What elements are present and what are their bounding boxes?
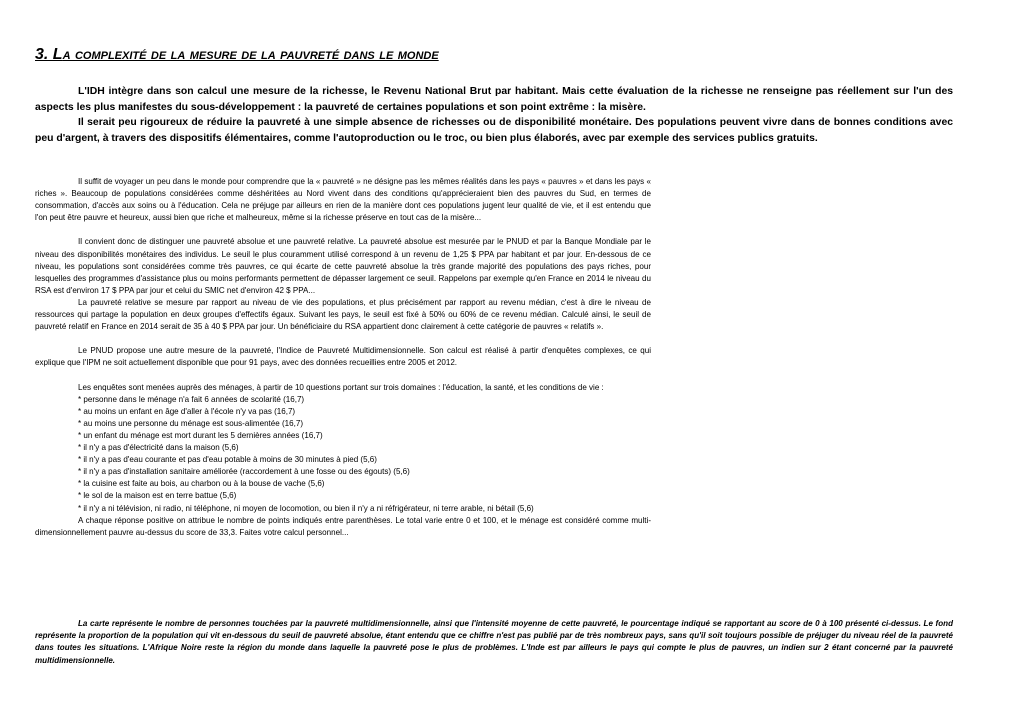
section-title-text: a complexité de la mesure de la pauvreté dans le monde <box>62 46 439 63</box>
list-item: * il n'y a ni télévision, ni radio, ni téléphone, ni moyen de locomotion, ou bien il n'y a ni réfrigérateur, ni terre arable, ni bétail (5,6) <box>78 503 534 513</box>
section-title <box>35 46 439 64</box>
list-item: * il n'y a pas d'électricité dans la maison (5,6) <box>78 443 239 453</box>
section-title-number: 3. L <box>35 46 63 63</box>
paragraph-gap <box>35 224 651 236</box>
body-paragraph-5: Les enquêtes sont menées auprès des ménages, à partir de 10 questions portant sur trois domaines : l'éducation, la santé, et les conditions de vie : <box>78 382 604 392</box>
body-paragraph-1: Il suffit de voyager un peu dans le monde pour comprendre que la « pauvreté » ne désigne pas les mêmes réalités dans les pays « pauvres » et dans les pays « riches ». Beaucoup de populations considérées comme déshéritées au Nord vivent dans des conditions qu'apprécieraient bien des pauvres du Sud, en termes de consommation, d'accès aux soins ou à l'éducation. Cela ne préjuge par ailleurs en rien de la manière dont ces populations jugent leur qualité de vie, et il est entendu que l'on peut être pauvre et heureux, aussi bien que riche et malheureux, même si la richesse préserve en tout cas de la misère... <box>35 177 651 223</box>
body-paragraph-4: Le PNUD propose une autre mesure de la pauvreté, l'Indice de Pauvreté Multidimensionnelle. Son calcul est réalisé à partir d'enquêtes complexes, ce qui explique que l'IPM ne soit actuellement disponible que pour 91 pays, avec des données recueillies entre 2005 et 2012. <box>35 346 651 368</box>
criteria-list <box>35 394 651 515</box>
list-item: * le sol de la maison est en terre battue (5,6) <box>78 491 237 501</box>
body-paragraph-6: A chaque réponse positive on attribue le nombre de points indiqués entre parenthèses. Le total varie entre 0 et 100, et le ménage est considéré comme multi-dimensionnellement pauvre au-dessus du score de 33,3. Faites votre calcul personnel... <box>35 515 651 537</box>
body-paragraph-3: La pauvreté relative se mesure par rapport au niveau de vie des populations, et plus précisément par rapport au revenu médian, c'est à dire le niveau de ressources qui partage la population en deux groupes d'effectifs égaux. Suivant les pays, le seuil est fixé à 50% ou 60% de ce revenu médian. Calculé ainsi, le seuil de pauvreté relatif en France en 2014 serait de 35 à 40 $ PPA par jour. Un bénéficiaire du RSA appartient donc clairement à cette catégorie de pauvres « relatifs ». <box>35 297 651 332</box>
intro-paragraph-2: Il serait peu rigoureux de réduire la pauvreté à une simple absence de richesses ou de disponibilité monétaire. Des populations peuvent vivre dans de bonnes conditions avec peu d'argent, à travers des dispositifs élémentaires, comme l'autoproduction ou le troc, ou bien plus élaborés, avec par exemple des services publics gratuits. <box>35 117 953 144</box>
list-item: * il n'y a pas d'installation sanitaire améliorée (raccordement à une fosse ou des égouts) (5,6) <box>78 467 410 477</box>
list-item: * au moins un enfant en âge d'aller à l'école n'y va pas (16,7) <box>78 406 296 416</box>
list-item: * personne dans le ménage n'a fait 6 années de scolarité (16,7) <box>78 394 305 404</box>
paragraph-gap <box>35 333 651 345</box>
list-item: * la cuisine est faite au bois, au charbon ou à la bouse de vache (5,6) <box>78 479 325 489</box>
paragraph-gap <box>35 370 651 382</box>
list-item: * un enfant du ménage est mort durant les 5 dernières années (16,7) <box>78 430 323 440</box>
map-caption-text: La carte représente le nombre de personnes touchées par la pauvreté multidimensionnelle, ainsi que l'intensité moyenne de cette pauvreté, le pourcentage indiqué se rapportant au score de 0 à 100 présenté ci-dessus. Le fond représente la proportion de la population qui vit en-dessous du seuil de pauvreté absolue, étant entendu que ce chiffre n'est pas publié par de très nombreux pays, sans qu'il soit toujours possible de préjuger du niveau réel de la pauvreté dans toutes les situations. L'Afrique Noire reste la région du monde dans laquelle la pauvreté pose le plus de problèmes. L'Inde est par ailleurs le pays qui compte le plus de pauvres, un indien sur 2 étant concerné par la pauvreté multidimensionnelle. <box>35 619 953 665</box>
body-paragraph-2: Il convient donc de distinguer une pauvreté absolue et une pauvreté relative. La pauvreté absolue est mesurée par le PNUD et par la Banque Mondiale par le niveau des disponibilités monétaires des individus. Le seuil le plus couramment utilisé correspond à un revenu de 1,25 $ PPA par habitant et par jour. En-dessous de ce niveau, les populations sont considérées comme très pauvres, ce qui écarte de cette pauvreté absolue la très grande majorité des populations des pays riches, pour lesquelles des programmes d'assistance plus ou moins performants permettent de dépasser largement ce seuil. Rappelons par exemple qu'en France en 2014 le niveau du RSA est d'environ 17 $ PPA par jour et celui du SMIC net d'environ 42 $ PPA... <box>35 237 651 295</box>
body-text <box>35 176 651 539</box>
intro-block <box>35 84 953 146</box>
list-item: * au moins une personne du ménage est sous-alimentée (16,7) <box>78 418 304 428</box>
map-caption <box>35 618 953 667</box>
intro-paragraph-1: L'IDH intègre dans son calcul une mesure de la richesse, le Revenu National Brut par habitant. Mais cette évaluation de la richesse ne renseigne pas réellement sur l'un des aspects les plus manifestes du sous-développement : la pauvreté de certaines populations et son point extrême : la misère. <box>35 86 953 113</box>
list-item: * il n'y a pas d'eau courante et pas d'eau potable à moins de 30 minutes à pied (5,6) <box>78 455 377 465</box>
